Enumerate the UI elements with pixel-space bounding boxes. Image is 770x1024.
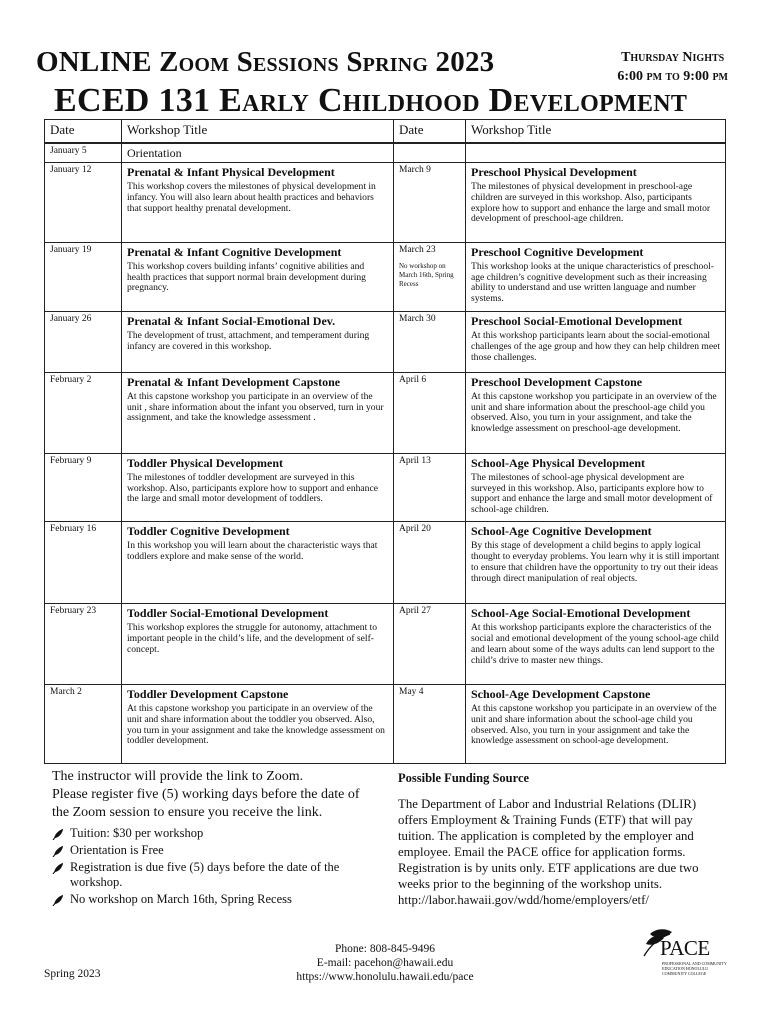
- contact-info: [230, 942, 540, 984]
- workshop-title: School-Age Physical Development: [471, 455, 645, 470]
- session-hours: 6:00 pm to 9:00 pm: [617, 69, 728, 84]
- workshop-description: At this capstone workshop you participate in an overview of the unit and share information about the school-age child you observed. Also, you turn in your assignment and take the knowledge assessment on school-age development.: [471, 703, 717, 747]
- page-title: ECED 131 Early Childhood Development: [54, 82, 688, 119]
- workshop-date: January 5: [45, 143, 122, 162]
- workshop-cell: [466, 604, 726, 685]
- page-header: [36, 40, 728, 120]
- workshop-date: January 19: [45, 242, 122, 312]
- tuition-text: Tuition: $30 per workshop: [70, 826, 204, 840]
- table-row: [45, 685, 726, 764]
- workshop-title: Prenatal & Infant Development Capstone: [127, 374, 341, 389]
- funding-section: [398, 770, 728, 908]
- workshop-cell: [122, 372, 394, 453]
- table-row: [45, 162, 726, 242]
- workshop-title: School-Age Social-Emotional Development: [471, 606, 691, 621]
- workshop-cell: [466, 372, 726, 453]
- workshop-date: January 12: [45, 162, 122, 242]
- workshop-title: School-Age Development Capstone: [471, 687, 651, 702]
- workshop-cell: [122, 522, 394, 604]
- workshop-date-cell: [394, 242, 466, 312]
- workshop-title: Prenatal & Infant Cognitive Development: [127, 244, 342, 259]
- orientation-text: Orientation is Free: [70, 843, 164, 857]
- workshop-date-cell: [394, 522, 466, 604]
- workshop-date-cell: [394, 604, 466, 685]
- workshop-date: April 27: [399, 606, 431, 617]
- registration-deadline-text: Registration is due five (5) days before the date of the workshop.: [70, 860, 340, 889]
- workshop-date: May 4: [399, 687, 424, 698]
- table-row: [45, 453, 726, 522]
- workshop-date-cell: [394, 162, 466, 242]
- session-day: Thursday Nights: [621, 50, 725, 65]
- table-row: [45, 312, 726, 372]
- table-row: [45, 522, 726, 604]
- workshop-date: March 2: [45, 685, 122, 764]
- column-header-date: Date: [45, 120, 122, 144]
- workshop-cell: [122, 453, 394, 522]
- workshop-date: March 30: [399, 314, 436, 325]
- workshop-title: Orientation: [127, 146, 182, 160]
- workshop-cell: [466, 312, 726, 372]
- workshop-title: Prenatal & Infant Physical Development: [127, 164, 335, 179]
- workshop-description: At this capstone workshop you participate in an overview of the unit , share information about the infant you observed, turn in your assignment, and take the knowledge assessment .: [127, 390, 384, 424]
- workshop-title: Toddler Social-Emotional Development: [127, 606, 329, 621]
- registration-note: Please register five (5) working days before the date of the Zoom session to ensure you receive the link.: [52, 787, 360, 820]
- workshop-description: At this capstone workshop you participate in an overview of the unit and share information about the toddler you observed. Also, you turn in your assignment and take the knowledge assessment on toddler development.: [127, 703, 385, 747]
- workshop-title: Preschool Physical Development: [471, 164, 637, 179]
- session-time: [617, 48, 728, 86]
- workshop-title: Toddler Physical Development: [127, 455, 284, 470]
- column-header-date: Date: [394, 120, 466, 144]
- workshop-description: At this capstone workshop you participate in an overview of the unit and share information about the preschool-age child you observed. Also, you turn in your assignment, and take the knowledge assessment on preschool-age development.: [471, 390, 717, 435]
- workshop-title: Toddler Cognitive Development: [127, 524, 290, 539]
- logo-text: PACE: [660, 936, 710, 960]
- workshop-cell: [122, 143, 394, 162]
- workshop-cell: [122, 162, 394, 242]
- workshop-date: March 23: [399, 244, 436, 255]
- table-header-row: [45, 120, 726, 144]
- workshop-date: February 16: [45, 522, 122, 604]
- workshop-date: April 20: [399, 524, 431, 535]
- table-row: [45, 242, 726, 312]
- workshop-title: School-Age Cognitive Development: [471, 524, 652, 539]
- workshop-date: April 13: [399, 455, 431, 466]
- workshop-cell: [122, 312, 394, 372]
- workshop-schedule-table: [44, 119, 725, 764]
- logo-subtitle: PROFESSIONAL AND COMMUNITY EDUCATION HONOLULU COMMUNITY COLLEGE: [662, 961, 727, 976]
- workshop-cell: [466, 242, 726, 312]
- workshop-date: March 9: [399, 164, 431, 175]
- table-row: [45, 604, 726, 685]
- workshop-date-cell: [394, 453, 466, 522]
- workshop-description: The development of trust, attachment, and temperament during infancy are covered in this workshop.: [127, 330, 370, 353]
- workshop-date-cell: [394, 312, 466, 372]
- workshop-date-cell: [394, 143, 466, 162]
- table-row: [45, 372, 726, 453]
- pace-logo: [640, 928, 735, 988]
- website-link[interactable]: https://www.honolulu.hawaii.edu/pace: [296, 971, 474, 983]
- workshop-cell: [466, 162, 726, 242]
- funding-title: Possible Funding Source: [398, 771, 530, 785]
- list-item: [52, 892, 372, 907]
- workshop-description: The milestones of physical development in preschool-age children are surveyed in this workshop. Also, participants explore how to support and enhance the large and small motor development of preschool-age children.: [471, 180, 711, 225]
- workshop-date-cell: [394, 685, 466, 764]
- email-text: E-mail: pacehon@hawaii.edu: [316, 957, 454, 969]
- workshop-date: January 26: [45, 312, 122, 372]
- funding-body: The Department of Labor and Industrial Relations (DLIR) offers Employment & Training Funds (ETF) that will pay tuition. The application is completed by the employer and employee. Email the PACE office for application forms. Registration is by units only. ETF applications are due two weeks prior to the beginning of the workshop units. http://labor.hawaii.gov/wdd/home/employers/etf/: [398, 797, 699, 907]
- workshop-title: Prenatal & Infant Social-Emotional Dev.: [127, 314, 336, 329]
- page-footer: [0, 936, 770, 1000]
- zoom-link-note: The instructor will provide the link to Zoom.: [52, 769, 304, 784]
- workshop-date: February 23: [45, 604, 122, 685]
- workshop-date: April 6: [399, 374, 427, 385]
- workshop-description: In this workshop you will learn about the characteristic ways that toddlers explore and make sense of the world.: [127, 540, 378, 563]
- list-item: [52, 826, 372, 841]
- workshop-description: This workshop explores the struggle for autonomy, attachment to important people in the child’s life, and the development of self-concept.: [127, 622, 378, 655]
- workshop-cell: [122, 685, 394, 764]
- workshop-description: By this stage of development a child begins to apply logical thought to everyday problems. You learn why it is still important to ensure that children have the opportunity to try out their ideas through direct manipulation of real objects.: [471, 540, 720, 584]
- table-row: [45, 143, 726, 162]
- workshop-description: This workshop looks at the unique characteristics of preschool-age children’s cognitive development such as their increasing ability to understand and use written language and number systems.: [471, 260, 714, 305]
- workshop-cell: [122, 242, 394, 312]
- workshop-date-cell: [394, 372, 466, 453]
- workshop-description: At this workshop participants explore the characteristics of the social and emotional development of the young school-age child and learn about some of the ways adults can lend support to the child’s drive to master new things.: [471, 622, 719, 666]
- workshop-title: Preschool Cognitive Development: [471, 244, 644, 259]
- workshop-description: This workshop covers building infants’ cognitive abilities and health practices that support normal brain development during pregnancy.: [127, 260, 366, 294]
- leaf-icon: [52, 861, 65, 874]
- column-header-workshop-title: Workshop Title: [466, 120, 726, 144]
- workshop-description: At this workshop participants learn about the social-emotional challenges of the age group and how they can help children meet those challenges.: [471, 330, 721, 364]
- workshop-title: Preschool Development Capstone: [471, 374, 643, 389]
- workshop-cell: [122, 604, 394, 685]
- term-label: Spring 2023: [44, 968, 101, 980]
- workshop-cell: [466, 685, 726, 764]
- workshop-title: Preschool Social-Emotional Development: [471, 314, 683, 329]
- info-bullets: [52, 826, 372, 907]
- phone-text: Phone: 808-845-9496: [335, 943, 435, 955]
- zoom-info: [52, 768, 372, 909]
- leaf-icon: [52, 893, 65, 906]
- workshop-cell: [466, 453, 726, 522]
- list-item: [52, 843, 372, 858]
- workshop-description: The milestones of toddler development are surveyed in this workshop. Also, participants explore how to support and enhance the large and small motor development of toddlers.: [127, 471, 378, 505]
- spring-recess-text: No workshop on March 16th, Spring Recess: [70, 892, 292, 906]
- column-header-workshop-title: Workshop Title: [122, 120, 394, 144]
- workshop-description: This workshop covers the milestones of physical development in infancy. You will also learn about health practices and behaviors that support healthy prenatal development.: [127, 180, 376, 214]
- workshop-title: Toddler Development Capstone: [127, 687, 289, 702]
- list-item: [52, 860, 372, 890]
- workshop-date: February 9: [45, 453, 122, 522]
- leaf-icon: [52, 827, 65, 840]
- workshop-cell: [466, 522, 726, 604]
- date-note: No workshop on March 16th, Spring Recess: [399, 261, 454, 288]
- page-subtitle: ONLINE Zoom Sessions Spring 2023: [36, 46, 495, 78]
- workshop-cell: [466, 143, 726, 162]
- leaf-icon: [52, 844, 65, 857]
- workshop-description: The milestones of school-age physical development are surveyed in this workshop. Also, participants explore how to support and enhance the large and small motor development of school-age children.: [471, 471, 713, 516]
- workshop-date: February 2: [45, 372, 122, 453]
